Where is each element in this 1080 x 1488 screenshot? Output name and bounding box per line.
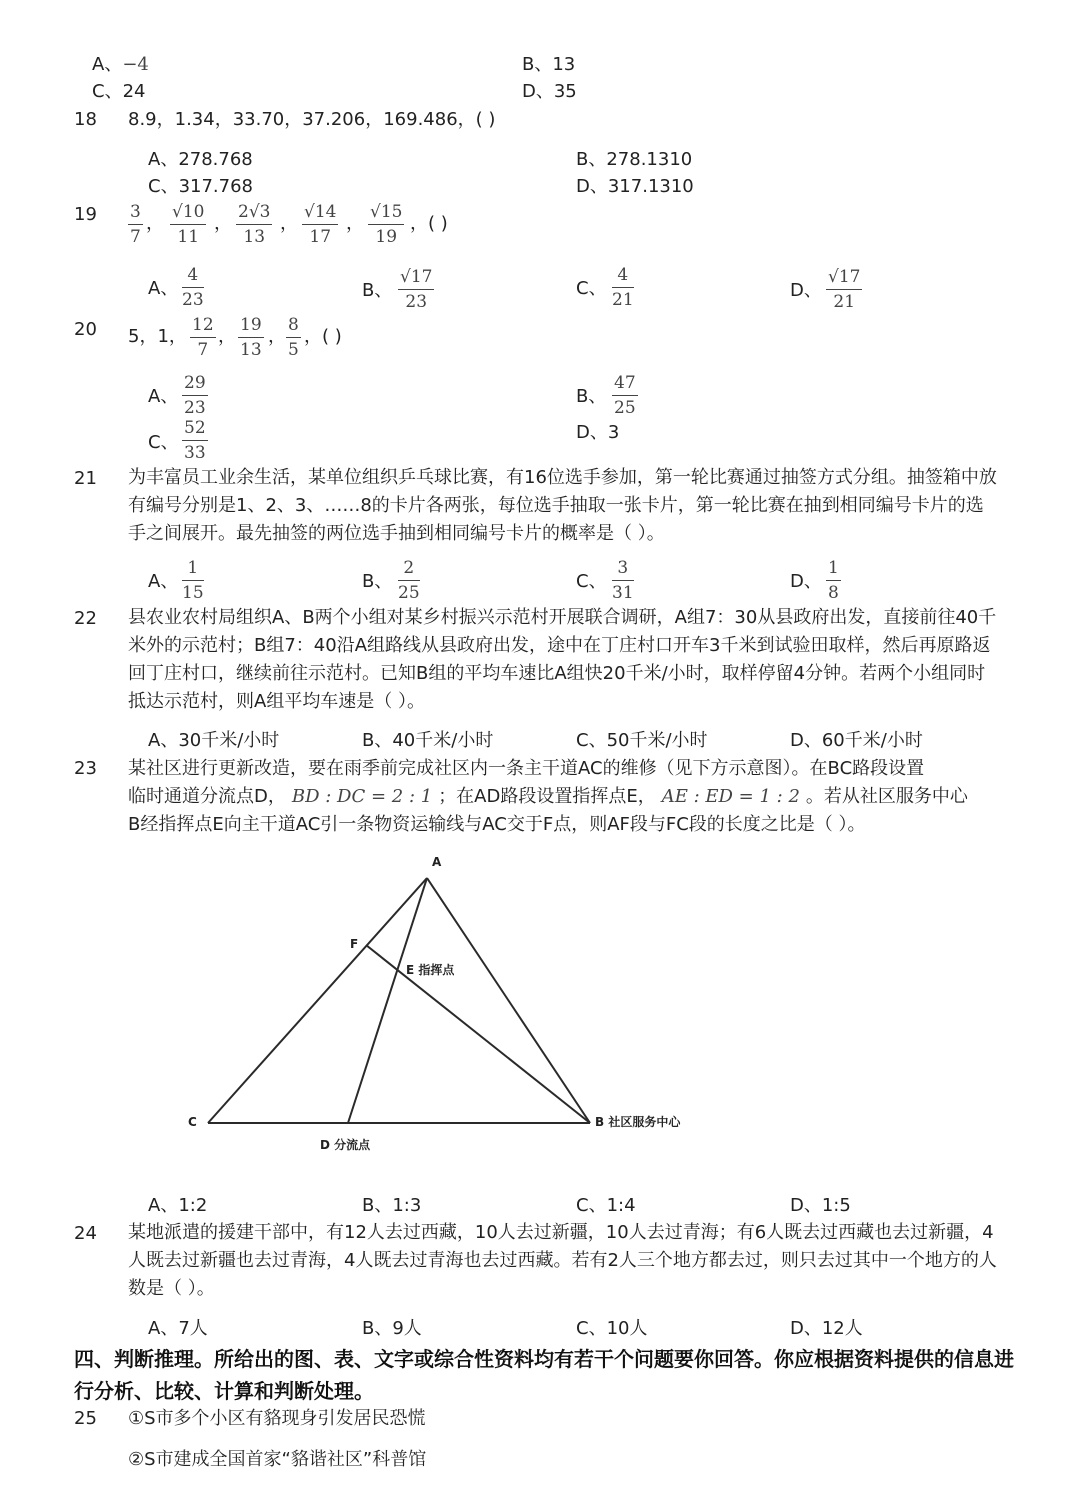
- side-ca: [208, 878, 427, 1123]
- q20-term-2: 19 13: [240, 315, 262, 360]
- q23-option-b: B、1:3: [362, 1195, 422, 1216]
- q19-term-2: √10 11: [172, 202, 205, 247]
- q21-option-c-label: C、: [576, 571, 607, 592]
- q24-option-b: B、9人: [362, 1318, 422, 1339]
- q22-option-d: D、60千米/小时: [790, 730, 923, 751]
- label-c: C: [188, 1115, 197, 1129]
- q20-option-a: 29 23: [184, 373, 206, 418]
- q17-option-d: D、35: [522, 81, 577, 102]
- q18-option-b: B、278.1310: [576, 149, 693, 170]
- q19-option-d-label: D、: [790, 280, 822, 301]
- q19-term-5: √15 19: [370, 202, 403, 247]
- q24-option-c: C、10人: [576, 1318, 648, 1339]
- q18-option-c: C、317.768: [148, 176, 254, 197]
- q23-option-d: D、1:5: [790, 1195, 851, 1216]
- q22-option-a: A、30千米/小时: [148, 730, 280, 751]
- q19-option-a-label: A、: [148, 278, 179, 299]
- q17-option-b: B、13: [522, 54, 576, 75]
- label-d: D 分流点: [320, 1138, 371, 1152]
- q20-option-b-label: B、: [576, 386, 607, 407]
- q22-option-c: C、50千米/小时: [576, 730, 708, 751]
- q21-option-a-label: A、: [148, 571, 179, 592]
- q17-option-c: C、24: [92, 81, 146, 102]
- q23-option-c: C、1:4: [576, 1195, 636, 1216]
- q20-comma-1: ，: [218, 326, 236, 347]
- label-e: E 指挥点: [406, 963, 455, 977]
- q19-comma-4: ，: [346, 213, 364, 234]
- q19-comma-2: ，: [214, 213, 232, 234]
- q21-option-c: 3 31: [612, 558, 634, 603]
- q19-term-4: √14 17: [304, 202, 337, 247]
- q18-stem: 8.9，1.34，33.70，37.206，169.486，( ): [128, 109, 496, 130]
- q19-option-c: 4 21: [612, 265, 634, 310]
- q25-item-1: ①S市多个小区有貉现身引发居民恐慌: [128, 1408, 426, 1429]
- q20-blank: ，( ): [304, 326, 342, 347]
- q21-stem: 为丰富员工业余生活，某单位组织乒乓球比赛，有16位选手参加，第一轮比赛通过抽签方式分组。抽签箱中放有编号分别是1、2、3、……8的卡片各两张，每位选手抽取一张卡片，第一轮比赛在抽到相同编号卡片的选手之间展开。最先抽签的两位选手抽到相同编号卡片的概率是（ ）。: [128, 467, 997, 544]
- q20-option-c-label: C、: [148, 432, 179, 453]
- q19-option-b: √17 23: [400, 267, 433, 312]
- label-b: B 社区服务中心: [595, 1115, 681, 1129]
- q24-option-d: D、12人: [790, 1318, 863, 1339]
- q20-term-1: 12 7: [192, 315, 214, 360]
- q23-ratio-ae-ed: AE : ED = 1 : 2: [661, 786, 800, 807]
- label-a: A: [432, 855, 442, 869]
- q21-option-b-label: B、: [362, 571, 393, 592]
- section-4-heading: 四、判断推理。所给出的图、表、文字或综合性资料均有若干个问题要你回答。你应根据资料提供的信息进行分析、比较、计算和判断处理。: [74, 1347, 1014, 1403]
- q25-number: 25: [74, 1408, 97, 1429]
- q24-option-a: A、7人: [148, 1318, 208, 1339]
- q24-stem: 某地派遣的援建干部中，有12人去过西藏，10人去过新疆，10人去过青海；有6人既去过西藏也去过新疆，4人既去过新疆也去过青海，4人既去过青海也去过西藏。若有2人三个地方都去过，则只去过其中一个地方的人数是（ ）。: [128, 1222, 997, 1299]
- q19-comma-1: ，: [146, 213, 164, 234]
- q23-option-a: A、1:2: [148, 1195, 208, 1216]
- q21-number: 21: [74, 468, 97, 489]
- q20-term-3: 8 5: [288, 315, 299, 360]
- q20-option-d: D、3: [576, 422, 620, 443]
- q21-option-b: 2 25: [398, 558, 420, 603]
- q23-stem-line-3: B经指挥点E向主干道AC引一条物资运输线与AC交于F点，则AF段与FC段的长度之比是（ ）。: [128, 814, 866, 835]
- q20-option-a-label: A、: [148, 386, 179, 407]
- q18-option-a: A、278.768: [148, 149, 253, 170]
- q22-option-b: B、40千米/小时: [362, 730, 494, 751]
- q23-stem-line-2: 临时通道分流点D， BD : DC = 2 : 1 ；在AD路段设置指挥点E， AE : ED = 1 : 2 。若从社区服务中心: [128, 786, 968, 807]
- q22-number: 22: [74, 608, 97, 629]
- q19-term-1: 3 7: [130, 202, 141, 247]
- label-f: F: [350, 937, 359, 951]
- segment-bf: [366, 945, 590, 1123]
- q23-ratio-bd-dc: BD : DC = 2 : 1: [291, 786, 433, 807]
- q19-option-c-label: C、: [576, 278, 607, 299]
- q24-number: 24: [74, 1223, 97, 1244]
- q23-number: 23: [74, 758, 97, 779]
- q20-option-c: 52 33: [184, 418, 206, 463]
- q20-number: 20: [74, 319, 97, 340]
- q17-option-a: A、−4: [92, 54, 149, 75]
- q18-number: 18: [74, 109, 97, 130]
- side-ab: [427, 878, 590, 1123]
- q23-stem-line-1: 某社区进行更新改造，要在雨季前完成社区内一条主干道AC的维修（见下方示意图）。在BC路段设置: [128, 758, 925, 779]
- q19-term-3: 2√3 13: [238, 202, 271, 247]
- q25-item-2: ②S市建成全国首家“貉谐社区”科普馆: [128, 1449, 427, 1470]
- q19-option-a: 4 23: [182, 265, 204, 310]
- q19-option-b-label: B、: [362, 280, 393, 301]
- q18-option-d: D、317.1310: [576, 176, 694, 197]
- segment-ad: [348, 878, 427, 1123]
- q21-option-d: 1 8: [828, 558, 839, 603]
- q19-option-d: √17 21: [828, 267, 861, 312]
- q20-option-b: 47 25: [614, 373, 636, 418]
- q21-option-a: 1 15: [182, 558, 204, 603]
- q19-comma-3: ，: [280, 213, 298, 234]
- q19-number: 19: [74, 204, 97, 225]
- q19-blank: ，( ): [410, 213, 448, 234]
- q21-option-d-label: D、: [790, 571, 822, 592]
- q20-comma-2: ，: [268, 326, 286, 347]
- q20-lead: 5，1，: [128, 326, 187, 347]
- q22-stem: 县农业农村局组织A、B两个小组对某乡村振兴示范村开展联合调研，A组7：30从县政府出发，直接前往40千米外的示范村；B组7：40沿A组路线从县政府出发，途中在丁庄村口开车3千米到试验田取样，然后再原路返回丁庄村口，继续前往示范村。已知B组的平均车速比A组快20千米/小时，取样停留4分钟。若两个小组同时抵达示范村，则A组平均车速是（ ）。: [128, 607, 997, 712]
